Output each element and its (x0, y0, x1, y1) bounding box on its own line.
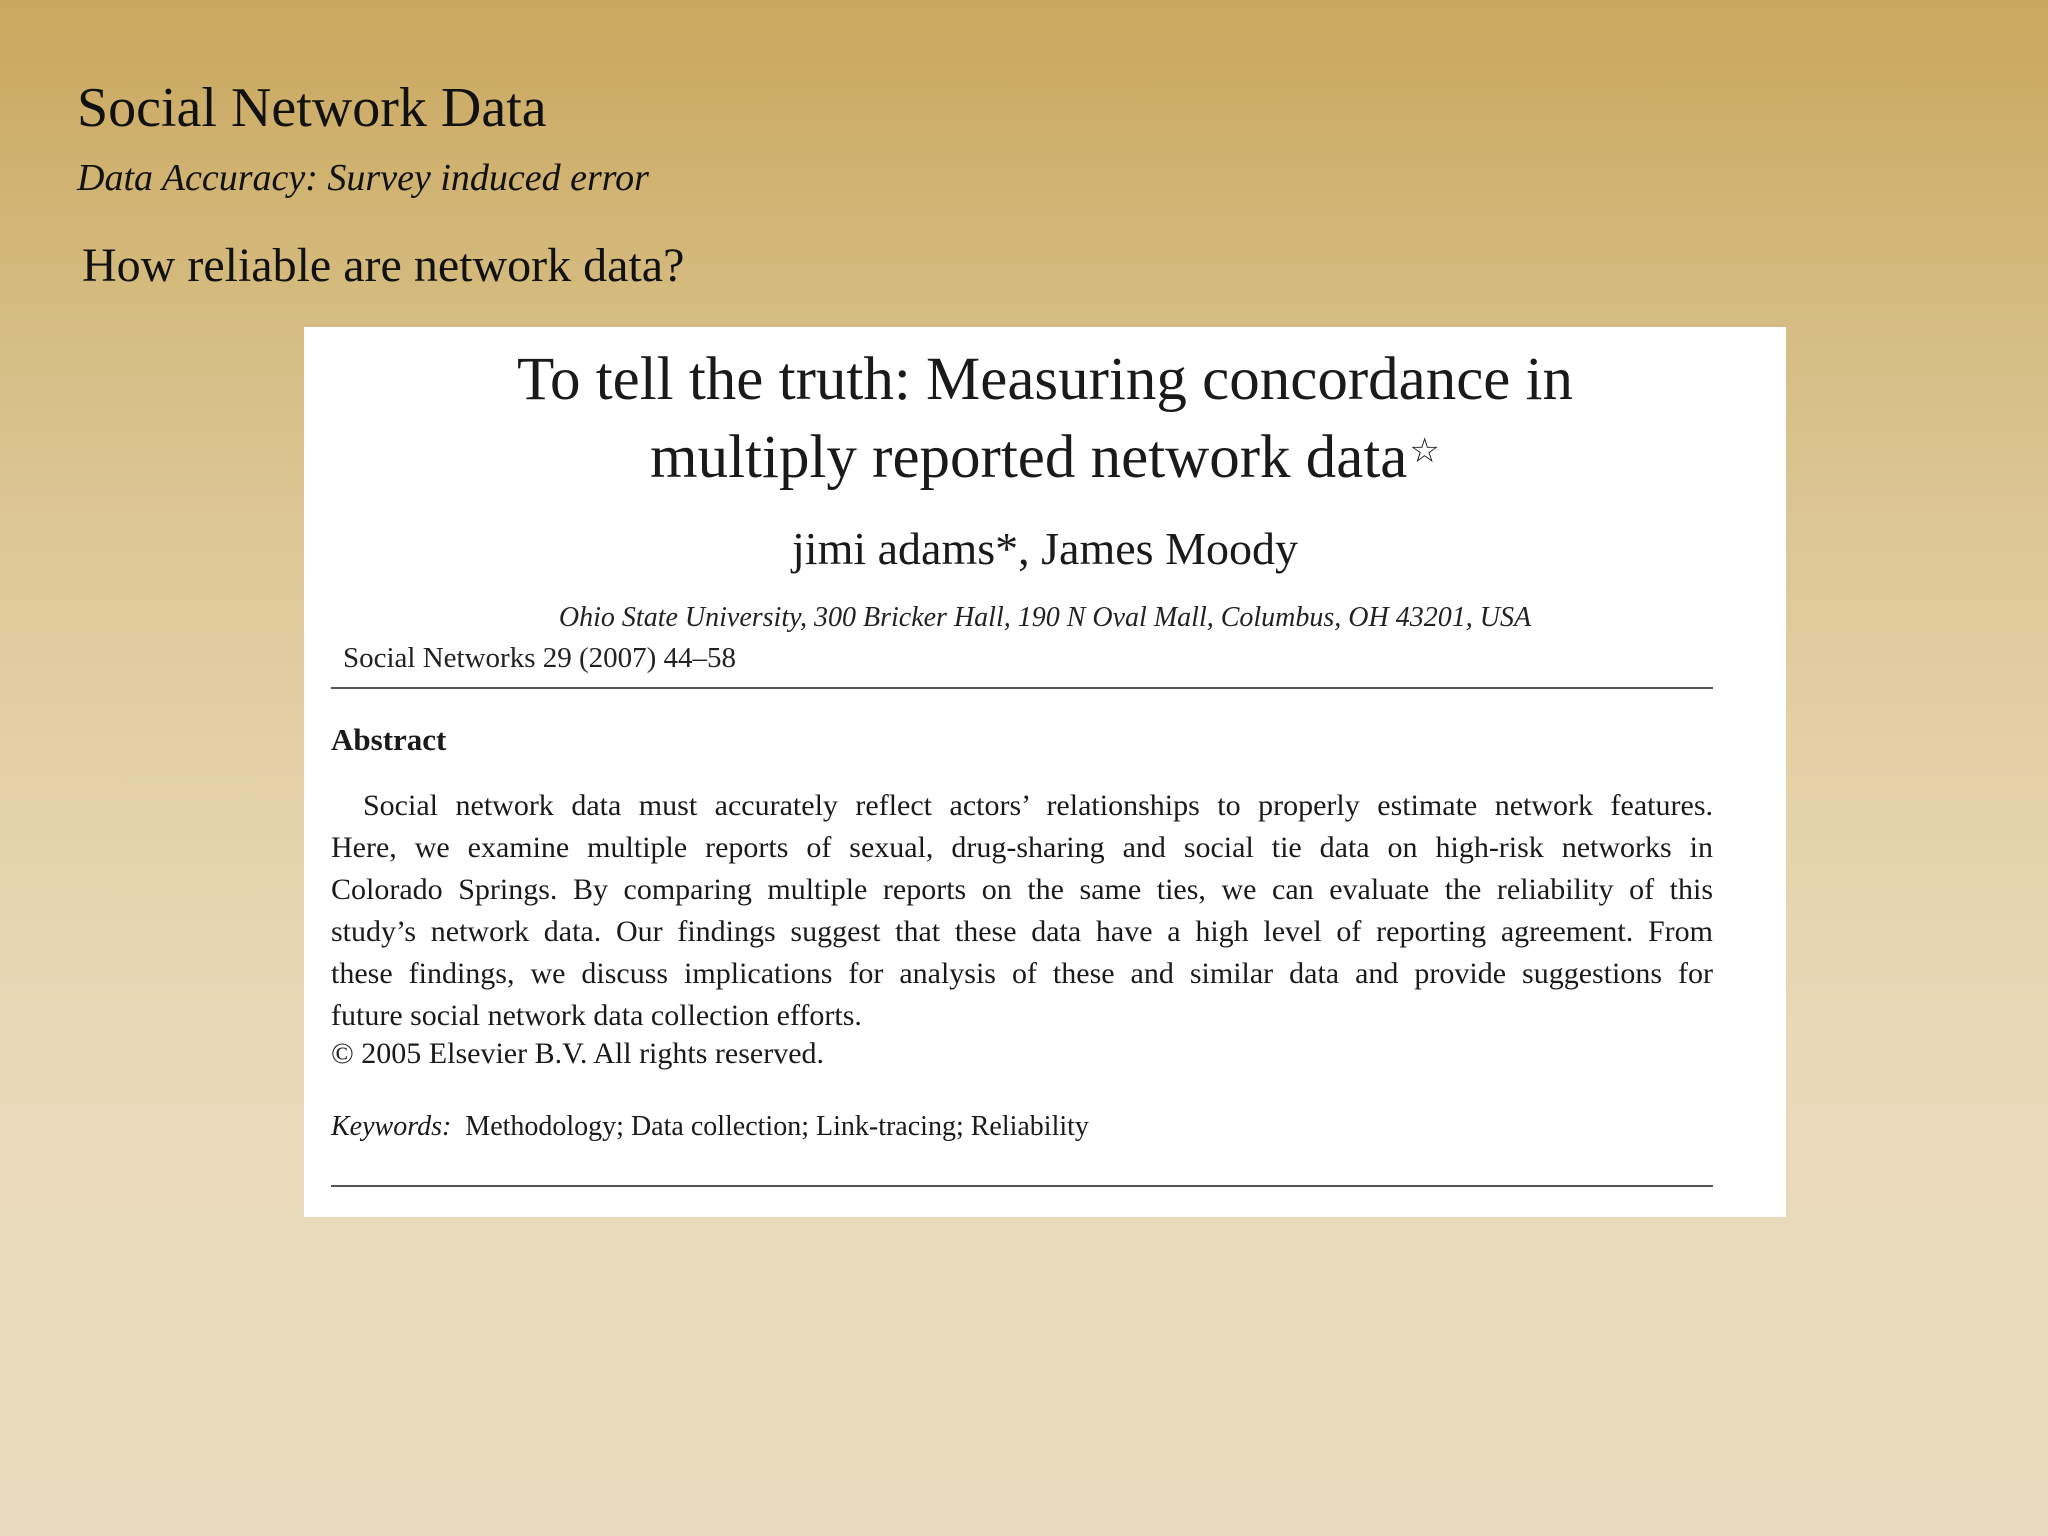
abstract-line: these findings, we discuss implications for analysis of these and similar data and provide suggestions for (331, 957, 1713, 990)
abstract-line: Here, we examine multiple reports of sexual, drug-sharing and social tie data on high-risk networks in (331, 831, 1713, 864)
abstract-line: Colorado Springs. By comparing multiple reports on the same ties, we can evaluate the reliability of this (331, 873, 1713, 906)
paper-title (304, 341, 1786, 497)
abstract-line: Social network data must accurately reflect actors’ relationships to properly estimate network features. (363, 789, 1713, 822)
abstract-line: study’s network data. Our findings suggest that these data have a high level of reporting agreement. From (331, 915, 1713, 948)
paper-title-line-1: To tell the truth: Measuring concordance in (516, 346, 1574, 413)
paper-copyright: © 2005 Elsevier B.V. All rights reserved. (331, 1037, 825, 1070)
paper-authors: jimi adams*, James Moody (792, 523, 1298, 574)
keywords-list: Methodology; Data collection; Link-tracing; Reliability (465, 1111, 1089, 1142)
slide-subtitle: Data Accuracy: Survey induced error (77, 157, 649, 199)
slide-title: Social Network Data (77, 77, 547, 139)
paper-affiliation: Ohio State University, 300 Bricker Hall, 190 N Oval Mall, Columbus, OH 43201, USA (558, 602, 1532, 633)
abstract-line: future social network data collection efforts. (331, 999, 862, 1032)
abstract-body (331, 785, 1713, 1037)
slide-question: How reliable are network data? (82, 239, 685, 292)
footnote-star-icon: ☆ (1409, 433, 1440, 470)
paper-title-line-2 (304, 419, 1786, 497)
paper-title-line-2-text: multiply reported network data (650, 424, 1408, 491)
keywords-label: Keywords: (331, 1111, 452, 1142)
top-divider (331, 687, 1713, 689)
abstract-heading: Abstract (331, 722, 447, 757)
paper-citation: Social Networks 29 (2007) 44–58 (343, 642, 737, 674)
bottom-divider (331, 1185, 1713, 1187)
paper-keywords (331, 1111, 1089, 1143)
paper-excerpt-image (304, 327, 1786, 1217)
